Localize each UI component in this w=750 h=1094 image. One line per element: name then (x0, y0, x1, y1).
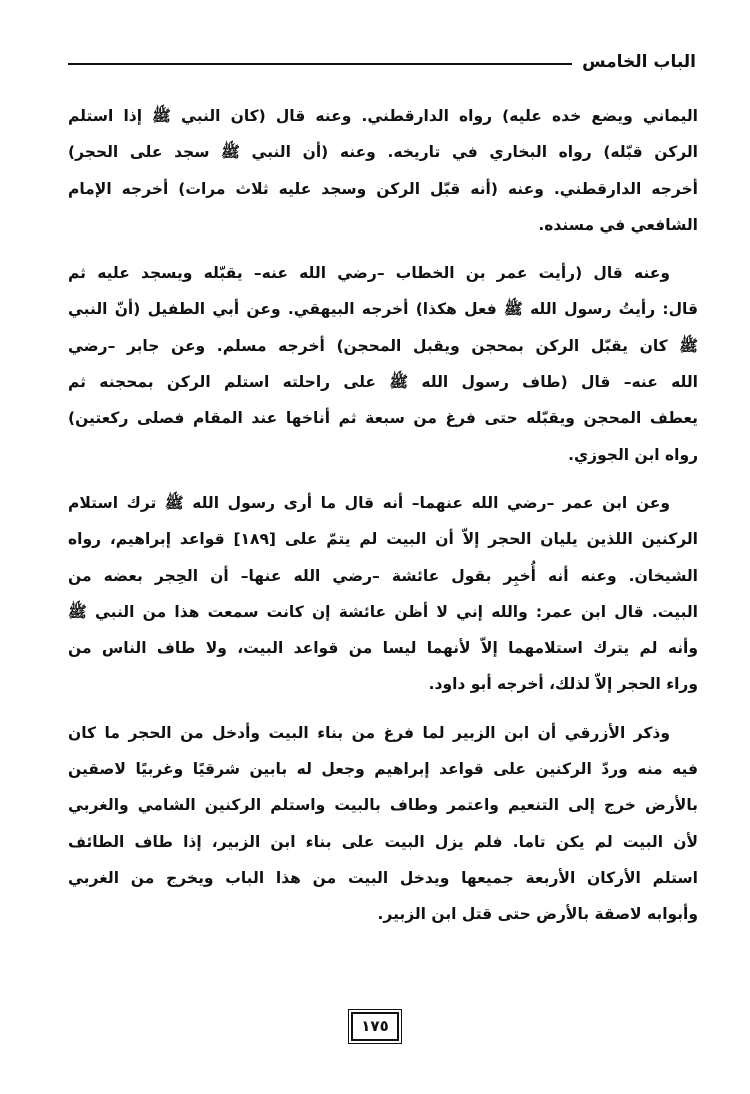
text-line: وأبوابه لاصقة بالأرض حتى قتل ابن الزبير. (377, 905, 698, 924)
text-line: الركن قبّله) رواه البخاري في تاريخه. وعنه (أن النبي ﷺ سجد على الحجر) (68, 143, 698, 162)
chapter-header (68, 46, 696, 78)
paragraph (68, 715, 698, 933)
text-line: بالأرض خرج إلى التنعيم واعتمر وطاف بالبيت واستلم الركنين الشامي والغربي (68, 796, 698, 815)
page-body (68, 98, 698, 945)
page-number: ١٧٥ (351, 1012, 398, 1041)
text-line: وعن ابن عمر –رضي الله عنهما– أنه قال ما أرى رسول الله ﷺ ترك استلام (68, 493, 670, 512)
text-line: الشيخان. وعنه أنه أُخبِر بقول عائشة –رضي الله عنها– أن الحِجر بعضه من (68, 566, 698, 585)
text-line: الركنين اللذين يليان الحجر إلاّ أن البيت لم يتمّ على [١٨٩] قواعد إبراهيم، رواه (68, 530, 698, 549)
text-line: وأنه لم يترك استلامهما إلاّ لأنهما ليسا من قواعد البيت، ولا طاف الناس من (68, 639, 698, 658)
text-line: لأن البيت لم يكن تاما. فلم يزل البيت على بناء ابن الزبير، إذا طاف الطائف (68, 832, 698, 851)
text-line: فيه منه وردّ الركنين على قواعد إبراهيم وجعل له بابين شرقيًا وغربيًا لاصقين (68, 760, 698, 779)
text-line: الله عنه– قال (طاف رسول الله ﷺ على راحلته استلم الركن بمحجنه ثم (68, 373, 698, 392)
text-line: يعطف المحجن ويقبّله حتى فرغ من سبعة ثم أناخها عند المقام فصلى ركعتين) (68, 409, 698, 428)
text-line: الشافعي في مسنده. (538, 215, 698, 234)
chapter-title: الباب الخامس (582, 52, 696, 72)
text-line: وراء الحجر إلاّ لذلك، أخرجه أبو داود. (428, 675, 698, 694)
paragraph (68, 255, 698, 473)
text-line: رواه ابن الجوزي. (568, 445, 698, 464)
page-footer (0, 1012, 750, 1041)
text-line: اليماني ويضع خده عليه) رواه الدارقطني. وعنه قال (كان النبي ﷺ إذا استلم (68, 107, 698, 125)
header-rule (68, 63, 572, 65)
paragraph (68, 98, 698, 243)
text-line: البيت. قال ابن عمر: والله إني لا أظن عائشة إن كانت سمعت هذا من النبي ﷺ (68, 602, 698, 621)
text-line: ﷺ كان يقبّل الركن بمحجن ويقبل المحجن) أخرجه مسلم. وعن جابر –رضي (68, 336, 698, 355)
text-line: استلم الأركان الأربعة جميعها ويدخل البيت من هذا الباب ويخرج من الغربي (68, 868, 698, 887)
paragraph (68, 485, 698, 703)
text-line: أخرجه الدارقطني. وعنه (أنه قبّل الركن وسجد عليه ثلاث مرات) أخرجه الإمام (68, 179, 698, 198)
text-line: قال: رأيتُ رسول الله ﷺ فعل هكذا) أخرجه البيهقي. وعن أبي الطفيل (أنّ النبي (68, 300, 698, 319)
text-line: وذكر الأزرقي أن ابن الزبير لما فرغ من بناء البيت وأدخل من الحجر ما كان (68, 723, 670, 742)
text-line: وعنه قال (رأيت عمر بن الخطاب –رضي الله عنه– يقبّله ويسجد عليه ثم (68, 264, 670, 283)
